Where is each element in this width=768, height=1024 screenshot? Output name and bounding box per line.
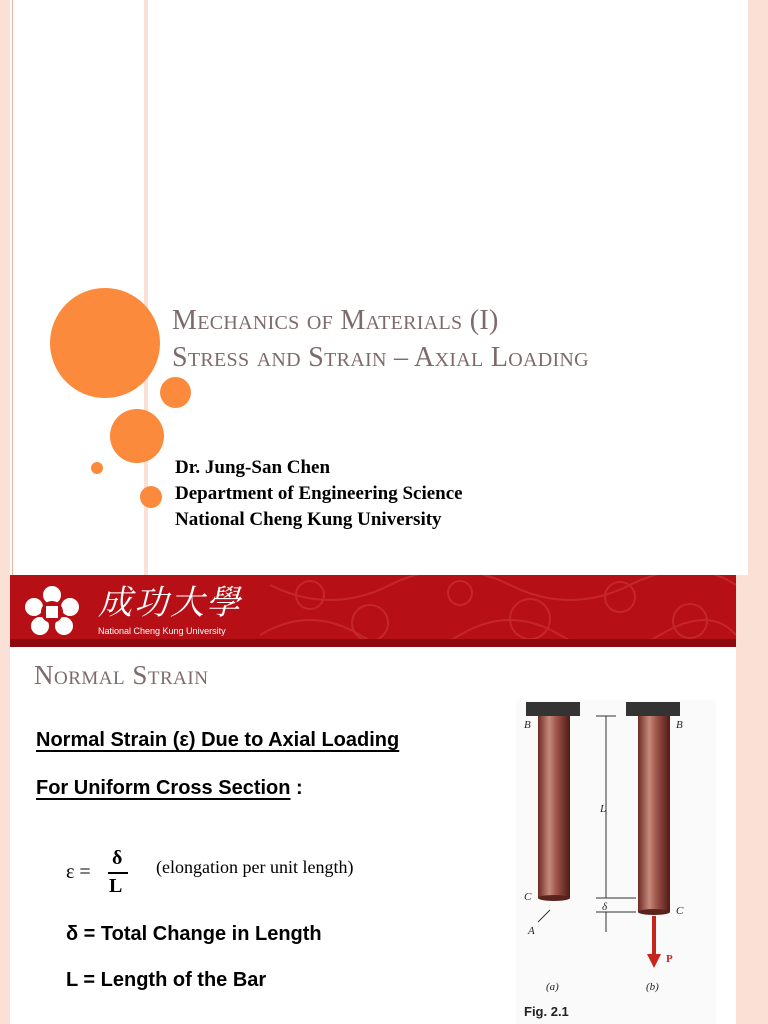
title-line-2: Stress and Strain – Axial Loading [172, 342, 589, 373]
formula-denominator: L [109, 875, 123, 897]
support-a [526, 702, 580, 716]
label-b: (b) [646, 981, 659, 993]
formula-lhs: ε = [66, 861, 91, 883]
slide-heading: Normal Strain [34, 660, 209, 690]
left-rule [12, 0, 13, 575]
decorative-circle-tiny [91, 462, 103, 474]
decorative-circle-medium [110, 409, 164, 463]
label-delta: δ [602, 901, 608, 913]
decorative-circle-small [160, 377, 191, 408]
label-P: P [666, 953, 673, 965]
support-b [626, 702, 680, 716]
title-line-1: Mechanics of Materials (I) [172, 305, 499, 336]
subtitle-uniform-section [36, 777, 303, 800]
bar-a [538, 716, 570, 898]
left-stripe [0, 575, 10, 1024]
formula-note: (elongation per unit length) [156, 857, 354, 877]
subtitle-colon: : [290, 777, 303, 799]
bar-elongation-figure [516, 700, 716, 1024]
figure-caption: Fig. 2.1 [524, 1004, 569, 1019]
subtitle-normal-strain: Normal Strain (ε) Due to Axial Loading [36, 729, 400, 751]
left-stripe [0, 0, 10, 575]
university-emblem-icon [24, 585, 80, 637]
bar-b [638, 716, 670, 912]
slide-title [172, 302, 589, 376]
university-english-name: National Cheng Kung University [98, 626, 226, 636]
label-C-a: C [524, 891, 532, 903]
university-banner [10, 575, 736, 647]
label-B-b: B [676, 719, 683, 731]
author-university: National Cheng Kung University [175, 509, 442, 530]
subtitle-uniform-text: For Uniform Cross Section [36, 777, 291, 799]
label-L: L [600, 803, 607, 815]
author-block [175, 455, 463, 533]
right-stripe [748, 0, 768, 575]
label-C-b: C [676, 905, 684, 917]
decorative-circle-large [50, 288, 160, 398]
right-stripe [736, 575, 768, 1024]
normal-strain-slide [0, 575, 768, 1024]
label-a: (a) [546, 981, 559, 993]
fraction-bar [108, 872, 128, 874]
university-chinese-name: 成功大學 [98, 583, 242, 623]
decorative-circle-small-2 [140, 486, 162, 508]
author-name: Dr. Jung-San Chen [175, 457, 331, 478]
formula-numerator: δ [112, 847, 123, 869]
banner-shade [10, 639, 736, 647]
label-B-a: B [524, 719, 531, 731]
label-A: A [528, 925, 535, 937]
author-department: Department of Engineering Science [175, 483, 463, 504]
definition-delta: δ = Total Change in Length [66, 923, 322, 945]
definition-length: L = Length of the Bar [66, 969, 267, 991]
